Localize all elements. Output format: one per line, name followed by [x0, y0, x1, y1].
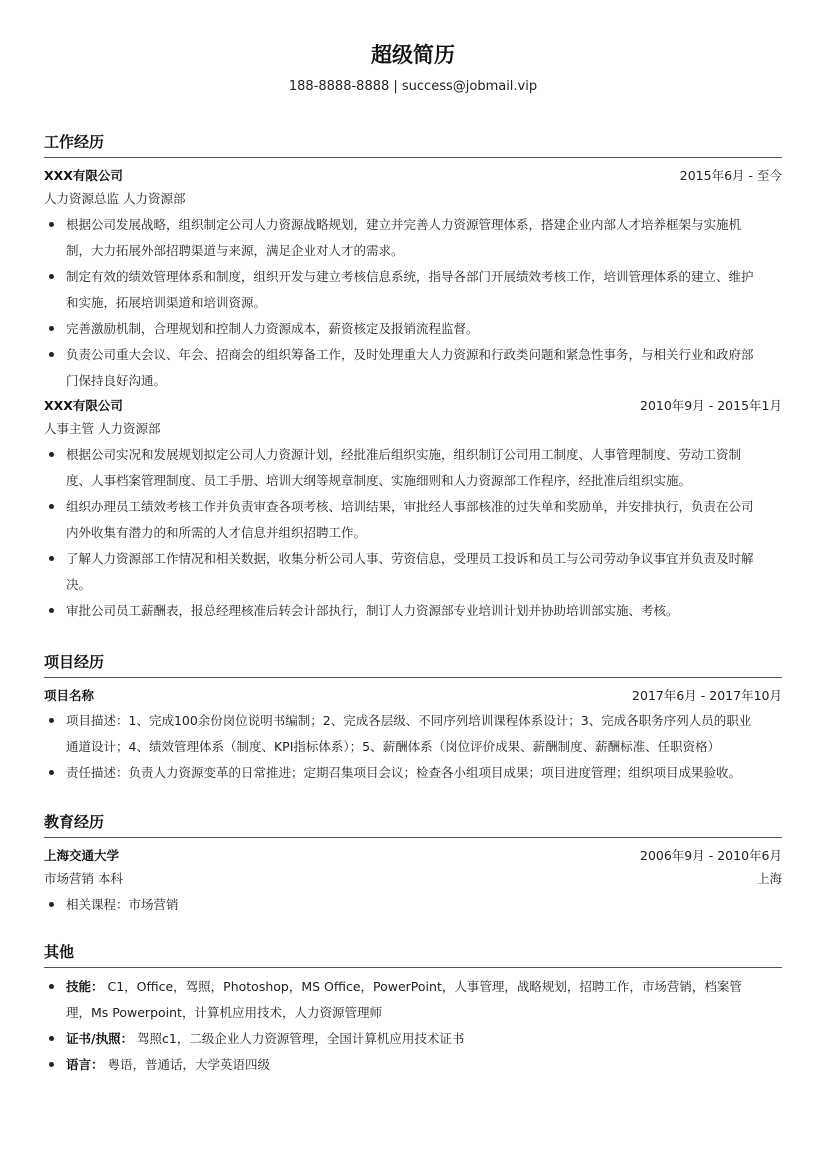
- list-item: 相关课程：市场营销: [44, 892, 782, 918]
- section-divider: [44, 677, 782, 678]
- bullet-icon: [49, 984, 54, 989]
- bullet-icon: [49, 770, 54, 775]
- list-item: 责任描述：负责人力资源变革的日常推进；定期召集项目会议；检查各小组项目成果；项目进度管理；组织项目成果验收。: [44, 760, 782, 786]
- bullet-list: [44, 708, 782, 786]
- work-entry: [44, 164, 782, 394]
- bullet-list: [44, 212, 782, 394]
- list-item: 审批公司员工薪酬表，报总经理核准后转会计部执行，制订人力资源部专业培训计划并协助培训部实施、考核。: [44, 598, 782, 624]
- entry-date: 2006年9月 - 2010年6月: [640, 848, 782, 863]
- item-text: C1，Office，驾照，Photoshop，MS Office，PowerPoint，人事管理，战略规划，招聘工作，市场营销，档案管理，Ms Powerpoint，计算机应用技术，人力资源管理师: [66, 979, 742, 1020]
- section-heading-project: 项目经历: [44, 653, 105, 671]
- work-entry: [44, 394, 782, 624]
- section-divider: [44, 837, 782, 838]
- list-item: 完善激励机制，合理规划和控制人力资源成本，薪资核定及报销流程监督。: [44, 316, 782, 342]
- school-name: 上海交通大学: [44, 848, 120, 863]
- section-heading-work: 工作经历: [44, 133, 105, 151]
- entry-date: 2017年6月 - 2017年10月: [632, 688, 782, 703]
- item-text: 粤语，普通话，大学英语四级: [103, 1057, 270, 1072]
- bullet-icon: [49, 902, 54, 907]
- section-heading-other: 其他: [44, 943, 75, 961]
- section-project: [44, 651, 782, 786]
- bullet-icon: [49, 222, 54, 227]
- section-heading-education: 教育经历: [44, 813, 105, 831]
- list-item-certificates: [44, 1026, 782, 1052]
- bullet-icon: [49, 352, 54, 357]
- company-name: XXX有限公司: [44, 398, 123, 413]
- section-work: [44, 131, 782, 624]
- list-item: 项目描述：1、完成100余份岗位说明书编制；2、完成各层级、不同序列培训课程体系设计；3、完成各职务序列人员的职业通道设计；4、绩效管理体系（制度、KPI指标体系）；5、薪酬体系（岗位评价成果、薪酬制度、薪酬标准、任职资格）: [44, 708, 782, 760]
- item-text: 驾照c1，二级企业人力资源管理，全国计算机应用技术证书: [133, 1031, 465, 1046]
- bullet-icon: [49, 274, 54, 279]
- entry-date: 2010年9月 - 2015年1月: [640, 398, 782, 413]
- item-label: 技能：: [66, 979, 104, 994]
- list-item-skills: [44, 974, 782, 1026]
- list-item: 了解人力资源部工作情况和相关数据，收集分析公司人事、劳资信息，受理员工投诉和员工与公司劳动争议事宜并负责及时解决。: [44, 546, 782, 598]
- bullet-list: [44, 974, 782, 1078]
- bullet-icon: [49, 1036, 54, 1041]
- bullet-icon: [49, 608, 54, 613]
- job-role: 人事主管 人力资源部: [44, 421, 161, 436]
- list-item: 组织办理员工绩效考核工作并负责审查各项考核、培训结果，审批经人事部核准的过失单和奖励单，并安排执行，负责在公司内外收集有潜力的和所需的人才信息并组织招聘工作。: [44, 494, 782, 546]
- bullet-icon: [49, 718, 54, 723]
- bullet-icon: [49, 504, 54, 509]
- list-item: 负责公司重大会议、年会、招商会的组织筹备工作，及时处理重大人力资源和行政类问题和紧急性事务，与相关行业和政府部门保持良好沟通。: [44, 342, 782, 394]
- bullet-list: [44, 442, 782, 624]
- major-degree: 市场营销 本科: [44, 871, 123, 886]
- section-divider: [44, 967, 782, 968]
- section-divider: [44, 157, 782, 158]
- resume-title: 超级简历: [371, 43, 455, 67]
- list-item: 根据公司实况和发展规划拟定公司人力资源计划，经批准后组织实施，组织制订公司用工制度、人事管理制度、劳动工资制度、人事档案管理制度、员工手册、培训大纲等规章制度、实施细则和人力资源部工作程序，经批准后组织实施。: [44, 442, 782, 494]
- job-role: 人力资源总监 人力资源部: [44, 191, 186, 206]
- company-name: XXX有限公司: [44, 168, 123, 183]
- section-other: [44, 941, 782, 1078]
- project-name: 项目名称: [44, 688, 95, 703]
- bullet-list: [44, 892, 782, 918]
- bullet-icon: [49, 1062, 54, 1067]
- contact-info: 188-8888-8888 | success@jobmail.vip: [288, 79, 538, 94]
- item-label: 证书/执照：: [66, 1031, 134, 1046]
- section-education: [44, 811, 782, 918]
- list-item: 根据公司发展战略，组织制定公司人力资源战略规划，建立并完善人力资源管理体系，搭建企业内部人才培养框架与实施机制，大力拓展外部招聘渠道与来源，满足企业对人才的需求。: [44, 212, 782, 264]
- bullet-icon: [49, 452, 54, 457]
- item-label: 语言：: [66, 1057, 104, 1072]
- bullet-icon: [49, 556, 54, 561]
- school-location: 上海: [756, 871, 782, 886]
- list-item: 制定有效的绩效管理体系和制度，组织开发与建立考核信息系统，指导各部门开展绩效考核工作，培训管理体系的建立、维护和实施，拓展培训渠道和培训资源。: [44, 264, 782, 316]
- bullet-icon: [49, 326, 54, 331]
- entry-date: 2015年6月 - 至今: [679, 168, 782, 183]
- list-item-languages: [44, 1052, 782, 1078]
